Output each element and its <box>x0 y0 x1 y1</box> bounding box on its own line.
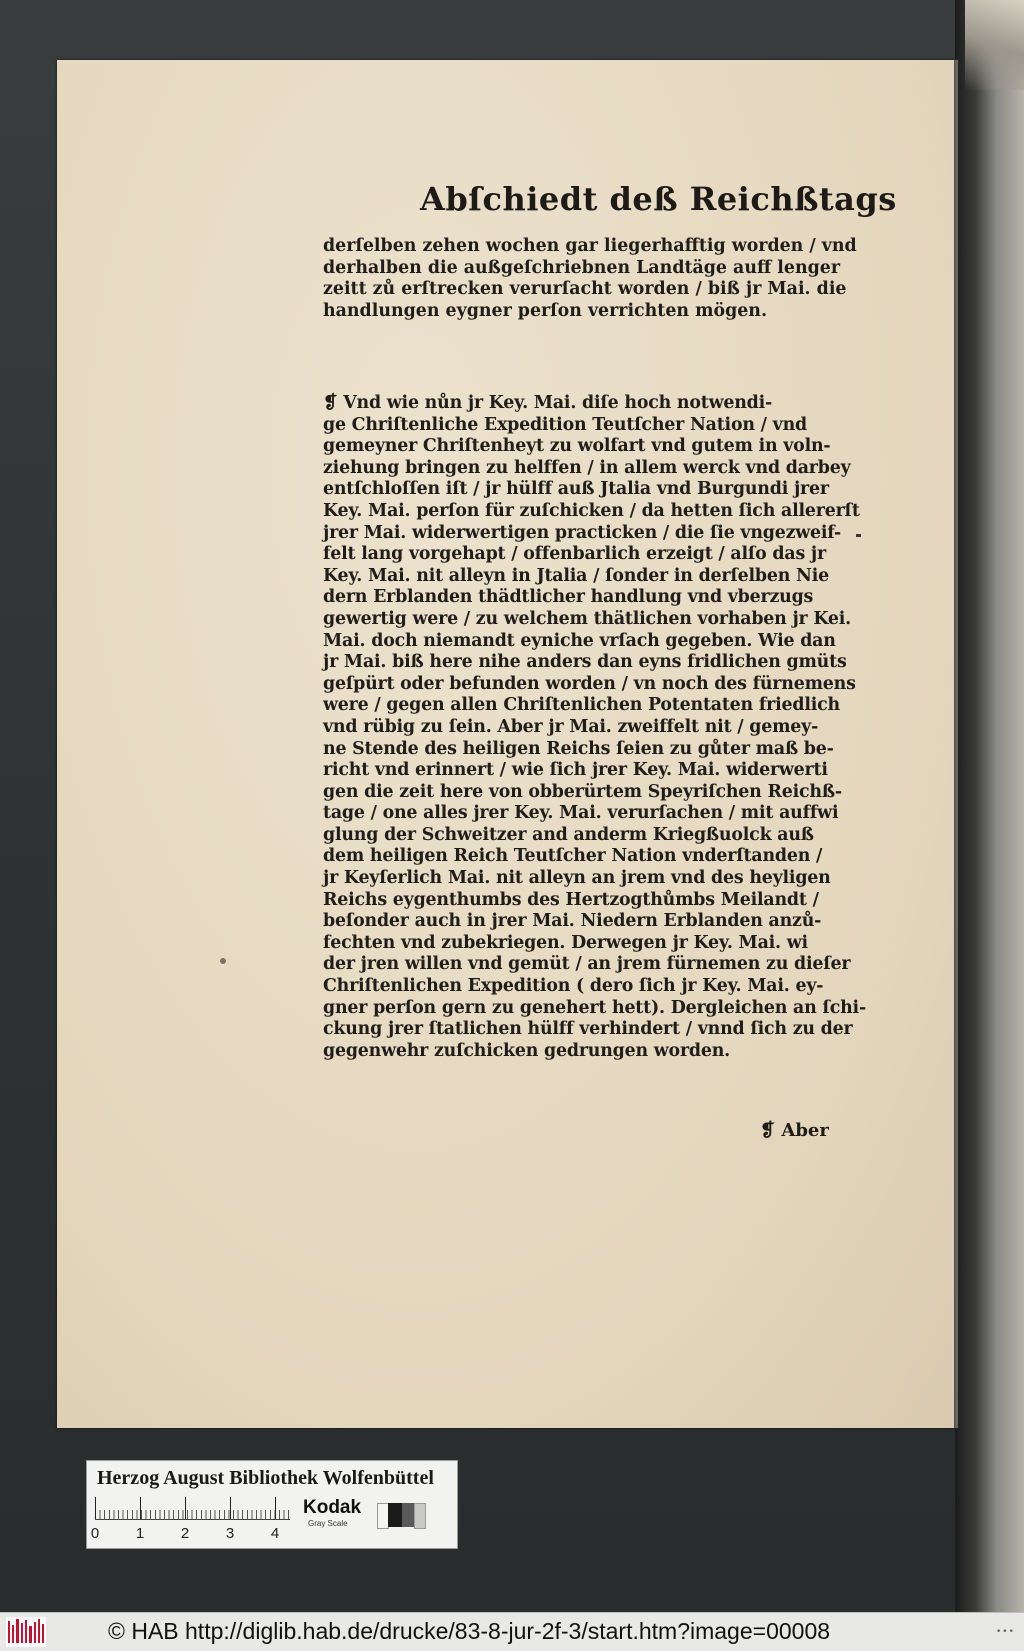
text-line: gen die zeit here von obberürtem Speyriſchen Reichß- <box>323 781 842 802</box>
text-line: entſchloſſen iſt / jr hülff auß Jtalia vnd Burgundi jrer <box>323 479 829 500</box>
running-head: Abſchiedt deß Reichßtags <box>420 180 897 218</box>
gray-swatch <box>414 1503 426 1529</box>
text-line: Chriſtenlichen Expedition ( dero ſich jr Key. Mai. ey- <box>323 976 824 997</box>
text-line: ziehung bringen zu helffen / in allem werck vnd darbey <box>323 457 851 478</box>
ink-mark <box>856 534 861 537</box>
text-line: derſelben zehen wochen gar liegerhafftig worden / vnd <box>323 236 857 256</box>
paragraph-continuation <box>323 236 857 322</box>
text-line: vnd rübig zu ſein. Aber jr Mai. zweiffelt nit / gemey- <box>323 716 819 737</box>
ruler-label: 2 <box>180 1525 190 1542</box>
text-line: ge Chriſtenliche Expedition Teutſcher Nation / vnd <box>323 414 807 435</box>
text-line: Vnd wie nůn jr Key. Mai. diſe hoch notwendi- <box>343 393 773 413</box>
text-line: dern Erblanden thädtlicher handlung vnd vberzugs <box>323 587 814 608</box>
text-line: handlungen eygner perſon verrichten mögen. <box>323 300 768 321</box>
ruler-tick <box>95 1497 96 1519</box>
text-line: fechten vnd zubekriegen. Derwegen jr Key. Mai. wi <box>323 932 808 953</box>
more-dots-icon[interactable]: ••• <box>996 1627 1015 1637</box>
catchword: ❡ Aber <box>760 1120 829 1141</box>
adjacent-page-corner <box>965 0 1024 90</box>
adjacent-page-strip <box>955 0 1024 1612</box>
status-bar <box>0 1612 1024 1651</box>
text-line: were / gegen allen Chriſtenlichen Potentaten friedlich <box>323 695 840 716</box>
ruler-tick <box>230 1497 231 1519</box>
institution-label: Herzog August Bibliothek Wolfenbüttel <box>97 1467 434 1489</box>
text-line: tage / one alles jrer Key. Mai. verurſachen / mit auffwi <box>323 803 839 824</box>
text-line: ne Stende des heiligen Reichs ſeien zu gůter maß be- <box>323 738 834 759</box>
text-line: geſpürt oder befunden worden / vn noch des fürnemens <box>323 673 856 694</box>
gray-swatch <box>402 1503 414 1527</box>
gray-swatch <box>388 1503 402 1527</box>
page-blemish <box>220 958 226 964</box>
text-line: richt vnd erinnert / wie ſich jrer Key. Mai. widerwerti <box>323 760 828 781</box>
text-line: zeitt zů erſtrecken verurſacht worden / biß jr Mai. die <box>323 279 847 300</box>
pilcrow-mark: ❡ <box>323 393 338 413</box>
text-line: gewertig were / zu welchem thätlichen vorhaben jr Kei. <box>323 608 852 629</box>
text-line: gner perſon gern zu genehert hett). Dergleichen an ſchi- <box>323 997 866 1018</box>
ruler-tick <box>275 1497 276 1519</box>
ruler-label: 4 <box>270 1525 280 1542</box>
text-line: Key. Mai. perſon für zuſchicken / da hetten ſich allererſt <box>323 500 860 521</box>
ruler-label: 0 <box>90 1525 100 1542</box>
text-line-first <box>323 393 866 415</box>
hab-logo-icon <box>6 1617 46 1647</box>
text-line: gemeyner Chriſtenheyt zu wolfart vnd gutem in voln- <box>323 436 831 457</box>
text-line: Reichs eygenthumbs des Hertzogthůmbs Meilandt / <box>323 889 819 910</box>
ruler-tick <box>185 1497 186 1519</box>
text-line: jr Mai. biß here nihe anders dan eyns fridlichen gmüts <box>323 652 847 673</box>
source-url-text[interactable]: © HAB http://diglib.hab.de/drucke/83-8-jur-2f-3/start.htm?image=00008 <box>108 1618 831 1644</box>
scale-ruler <box>95 1497 290 1520</box>
color-target-card <box>86 1460 458 1549</box>
text-line: glung der Schweitzer and anderm Kriegßuolck auß <box>323 824 814 845</box>
grayscale-label: Gray Scale <box>308 1519 348 1528</box>
ruler-label: 1 <box>135 1525 145 1542</box>
paragraph-main <box>323 393 866 1062</box>
text-line: dem heiligen Reich Teutſcher Nation vnderſtanden / <box>323 846 823 867</box>
text-line: gegenwehr zuſchicken gedrungen worden. <box>323 1040 731 1061</box>
text-line: derhalben die außgeſchriebnen Landtäge auff lenger <box>323 257 840 278</box>
text-line: beſonder auch in jrer Mai. Niedern Erblanden anzů- <box>323 911 822 932</box>
text-line: Mai. doch niemandt eyniche vrſach gegeben. Wie dan <box>323 630 836 651</box>
text-line: jr Keyſerlich Mai. nit alleyn an jrem vnd des heyligen <box>323 868 831 889</box>
text-line: der jren willen vnd gemüt / an jrem fürnemen zu dieſer <box>323 954 851 975</box>
text-line: felt lang vorgehapt / offenbarlich erzeigt / alſo das jr <box>323 544 826 565</box>
ruler-tick <box>140 1497 141 1519</box>
text-line: Key. Mai. nit alleyn in Jtalia / ſonder in derſelben Nie <box>323 565 830 586</box>
text-line: ckung jrer ſtatlichen hülff verhindert / vnnd ſich zu der <box>323 1019 853 1040</box>
text-line: jrer Mai. widerwertigen practicken / die ſie vngezweif- <box>323 522 841 543</box>
kodak-logo: Kodak <box>303 1497 362 1518</box>
ruler-label: 3 <box>225 1525 235 1542</box>
